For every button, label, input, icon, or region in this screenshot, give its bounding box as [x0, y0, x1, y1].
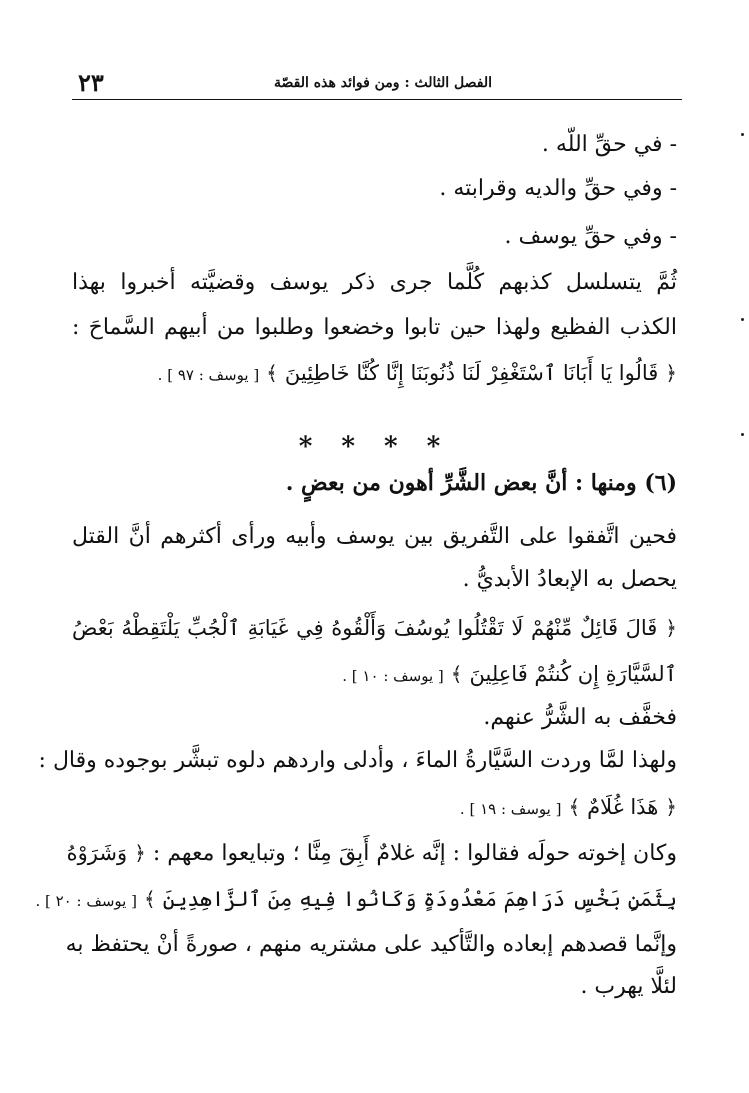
quran-verse: ٱلسَّيَّارَةِ إِن كُنتُمْ فَاعِلِينَ — [469, 662, 677, 686]
quran-verse: قَالُوا يَا أَبَانَا ٱسْتَغْفِرْ لَنَا ذُنُوبَنَا إِنَّا كُنَّا خَاطِئِينَ — [284, 361, 659, 385]
text-line: فحين اتَّفقوا على التَّفريق بين يوسف وأبيه ورأى أكثرهم أنَّ القتل — [72, 524, 677, 549]
page-header — [72, 68, 682, 100]
page-number: ٢٣ — [78, 68, 104, 97]
verse-reference: [ يوسف : ٩٧ ] . — [157, 366, 260, 384]
text-line: ثُمَّ يتسلسل كذبهم كُلَّما جرى ذكر يوسف وقضيَّته أخبروا بهذا — [72, 270, 677, 295]
quran-verse-line — [72, 613, 677, 644]
quran-verse: هَذَا غُلَامٌ — [587, 795, 659, 819]
quran-verse-line — [35, 884, 677, 916]
quran-verse-line — [342, 659, 677, 691]
quran-verse-line — [158, 358, 677, 390]
ornate-bracket-open: ﴿ — [134, 841, 146, 865]
verse-reference: [ يوسف : ١٩ ] . — [459, 800, 562, 818]
quran-verse-line — [460, 792, 677, 824]
ornate-bracket-close: ﴾ — [266, 361, 278, 385]
text-run: وكان إخوته حولَه فقالوا : إنَّه غلامٌ أَبِقَ مِنَّا ؛ وتبايعوا معهم : — [152, 841, 677, 866]
ornate-bracket-close: ﴾ — [568, 795, 581, 819]
text-line: لئلَّا يهرب . — [580, 974, 677, 999]
header-rule — [72, 99, 682, 100]
text-line: يحصل به الإبعادُ الأبديُّ . — [462, 567, 677, 592]
text-line: وإنَّما قصدهم إبعاده والتَّأكيد على مشتريه منهم ، صورةً أنْ يحتفظ به — [65, 932, 677, 957]
text-line — [66, 838, 677, 869]
text-line: ولهذا لمَّا وردت السَّيَّارةُ الماءَ ، وأدلى واردهم دلوه تبشَّر بوجوده وقال : — [38, 748, 677, 773]
section-heading: (٦) ومنها : أنَّ بعض الشَّرِّ أهون من بعضٍ . — [285, 470, 677, 496]
quran-verse: قَالَ قَائِلٌ مِّنْهُمْ لَا تَقْتُلُوا يُوسُفَ وَأَلْقُوهُ فِي غَيَابَةِ ٱلْجُبِّ يَلْتَقِطْهُ بَعْضُ — [72, 616, 658, 640]
margin-mark — [741, 318, 744, 321]
running-title: الفصل الثالث : ومن فوائد هذه القصّة — [274, 75, 492, 91]
ornate-bracket-open: ﴿ — [665, 795, 677, 819]
verse-reference: [ يوسف : ٢٠ ] . — [35, 892, 137, 910]
ornate-bracket-close: ﴾ — [143, 887, 156, 911]
margin-mark — [741, 133, 744, 136]
text-line: - في حقِّ اللّه . — [541, 132, 677, 157]
text-line: الكذب الفظيع ولهذا حين تابوا وخضعوا وطلبوا من أبيهم السَّماحَ : — [72, 315, 677, 340]
text-line: - وفي حقِّ والديه وقرابته . — [439, 176, 677, 201]
verse-reference: [ يوسف : ١٠ ] . — [342, 667, 444, 685]
ornate-bracket-open: ﴿ — [665, 361, 677, 385]
section-separator: * * * * — [298, 432, 451, 462]
text-line: - وفي حقِّ يوسف . — [504, 224, 677, 249]
quran-verse: وَشَرَوْهُ — [66, 841, 128, 865]
text-line: فخفَّف به الشَّرُّ عنهم. — [483, 705, 677, 730]
ornate-bracket-close: ﴾ — [450, 662, 463, 686]
ornate-bracket-open: ﴿ — [665, 616, 677, 640]
quran-verse: بِثَمَنٍ بَخْسٍ دَرَاهِمَ مَعْدُودَةٍ وَكَانُوا فِيهِ مِنَ ٱلزَّاهِدِينَ — [162, 887, 677, 911]
